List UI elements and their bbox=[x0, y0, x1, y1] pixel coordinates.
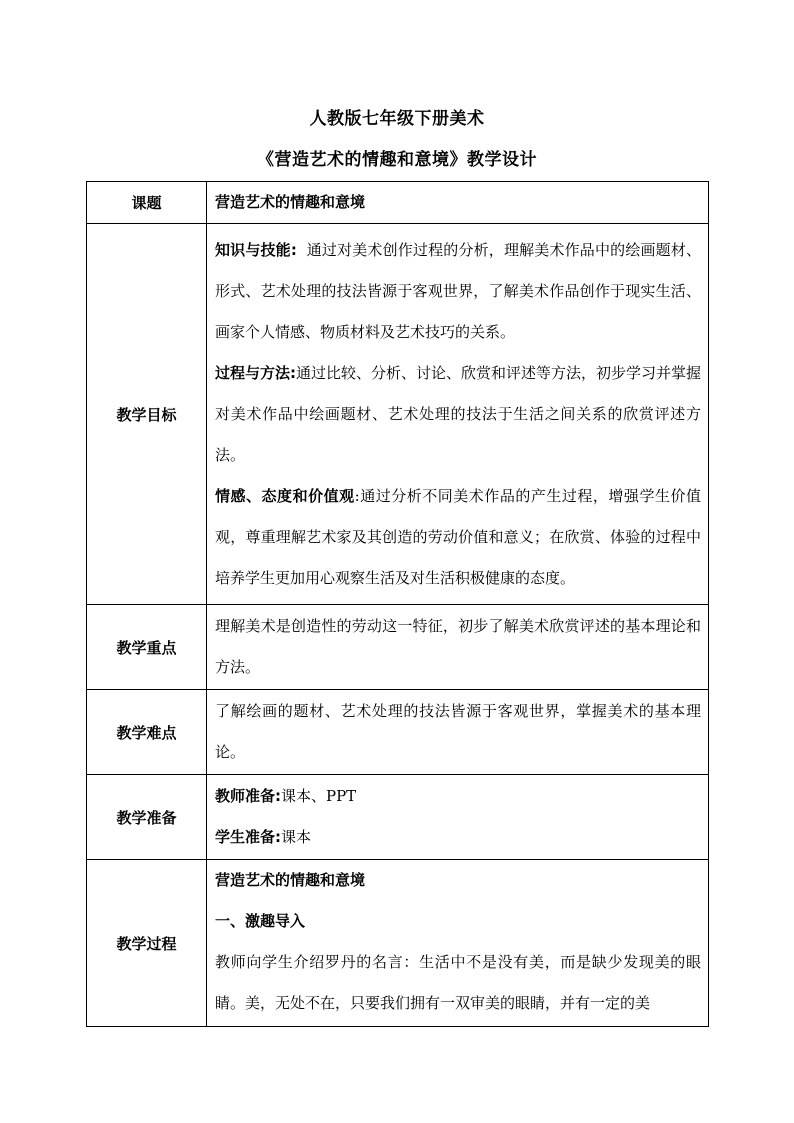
topic-text: 营造艺术的情趣和意境 bbox=[215, 193, 366, 211]
prep-content bbox=[207, 775, 709, 860]
goal-emotion-text: :通过分析不同美术作品的产生过程，增强学生价值观，尊重理解艺术家及其创造的劳动价值和意义；在欣赏、体验的过程中培养学生更加用心观察生活及对生活积极健康的态度。 bbox=[215, 486, 701, 587]
document-title: 人教版七年级下册美术 bbox=[309, 109, 485, 129]
prep-student-heading: 学生准备: bbox=[215, 828, 281, 846]
goal-emotion-heading: 情感、态度和价值观 bbox=[215, 486, 355, 505]
process-heading: 营造艺术的情趣和意境 bbox=[215, 871, 366, 889]
process-content bbox=[207, 860, 709, 1027]
lesson-plan-table bbox=[86, 181, 709, 1027]
row-label-prep: 教学准备 bbox=[87, 775, 207, 860]
prep-student-text: 课本 bbox=[281, 828, 312, 846]
table-row bbox=[87, 605, 709, 690]
goals-content bbox=[207, 224, 709, 605]
difficult-text: 了解绘画的题材、艺术处理的技法皆源于客观世界，掌握美术的基本理论。 bbox=[207, 690, 709, 775]
table-row bbox=[87, 860, 709, 1027]
goal-knowledge-text: 通过对美术创作过程的分析，理解美术作品中的绘画题材、形式、艺术处理的技法皆源于客观世界，了解美术作品创作于现实生活、画家个人情感、物质材料及艺术技巧的关系。 bbox=[215, 240, 701, 341]
row-label-process: 教学过程 bbox=[87, 860, 207, 1027]
goal-knowledge-heading: 知识与技能: bbox=[215, 240, 297, 259]
process-text-area bbox=[215, 860, 701, 1026]
table-row bbox=[87, 182, 709, 224]
table-row bbox=[87, 224, 709, 605]
goal-emotion bbox=[215, 476, 701, 599]
table-row bbox=[87, 775, 709, 860]
prep-teacher bbox=[215, 776, 701, 817]
row-label-goals: 教学目标 bbox=[87, 224, 207, 605]
table-row bbox=[87, 690, 709, 775]
row-label-topic: 课题 bbox=[87, 182, 207, 224]
goal-process-text: 通过比较、分析、讨论、欣赏和评述等方法，初步学习并掌握对美术作品中绘画题材、艺术处理的技法于生活之间关系的欣赏评述方法。 bbox=[215, 363, 702, 464]
prep-teacher-heading: 教师准备: bbox=[215, 787, 281, 805]
prep-student bbox=[215, 817, 701, 858]
row-label-difficult: 教学难点 bbox=[87, 690, 207, 775]
key-text: 理解美术是创造性的劳动这一特征，初步了解美术欣赏评述的基本理论和方法。 bbox=[207, 605, 709, 690]
process-section-one: 一、激趣导入 bbox=[215, 912, 306, 930]
row-label-key: 教学重点 bbox=[87, 605, 207, 690]
goal-knowledge bbox=[215, 230, 701, 353]
goal-process bbox=[215, 353, 701, 476]
topic-value bbox=[207, 182, 709, 224]
process-text: 教师向学生介绍罗丹的名言：生活中不是没有美，而是缺少发现美的眼睛。美，无处不在，只要我们拥有一双审美的眼睛，并有一定的美 bbox=[215, 953, 701, 1012]
prep-teacher-text: 课本、PPT bbox=[281, 787, 357, 805]
document-subtitle: 《营造艺术的情趣和意境》教学设计 bbox=[257, 150, 537, 170]
goal-process-heading: 过程与方法: bbox=[215, 363, 296, 382]
